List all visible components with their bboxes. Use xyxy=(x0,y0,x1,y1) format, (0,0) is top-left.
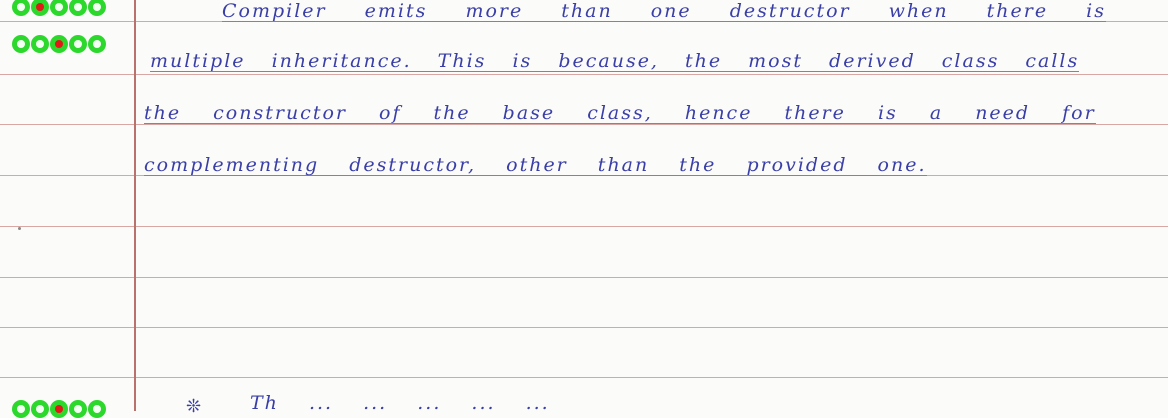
answer-bubbles-row-1 xyxy=(12,0,106,16)
answer-line-4: complementing destructor, other than the provided one. xyxy=(144,154,927,176)
margin-line xyxy=(134,0,136,411)
bubble xyxy=(69,0,87,16)
bubble xyxy=(12,400,30,418)
bubble-marked xyxy=(31,0,49,16)
bubble xyxy=(50,0,68,16)
answer-line-3: the constructor of the base class, hence there is a need for xyxy=(144,102,1096,124)
asterisk-icon: ❊ xyxy=(186,396,202,417)
bubble xyxy=(88,35,106,53)
bubble xyxy=(12,35,30,53)
answer-next-line: Th ... ... ... ... ... xyxy=(250,392,550,414)
ruled-line xyxy=(0,277,1168,278)
bubble xyxy=(69,400,87,418)
ink-dot xyxy=(18,227,21,230)
answer-line-2: multiple inheritance. This is because, the most derived class calls xyxy=(150,50,1080,72)
bubble xyxy=(69,35,87,53)
bubble xyxy=(88,400,106,418)
bubble-marked xyxy=(50,400,68,418)
bubble-marked xyxy=(50,35,68,53)
bubble xyxy=(31,35,49,53)
ruled-line xyxy=(0,74,1168,75)
answer-line-1: Compiler emits more than one destructor when there is xyxy=(222,0,1106,22)
bubble xyxy=(88,0,106,16)
answer-bubbles-row-2 xyxy=(12,35,106,53)
ruled-line xyxy=(0,377,1168,378)
bubble xyxy=(31,400,49,418)
ruled-line xyxy=(0,226,1168,227)
ruled-line xyxy=(0,124,1168,125)
bubble xyxy=(12,0,30,16)
answer-bubbles-row-3 xyxy=(12,400,106,418)
ruled-line xyxy=(0,327,1168,328)
